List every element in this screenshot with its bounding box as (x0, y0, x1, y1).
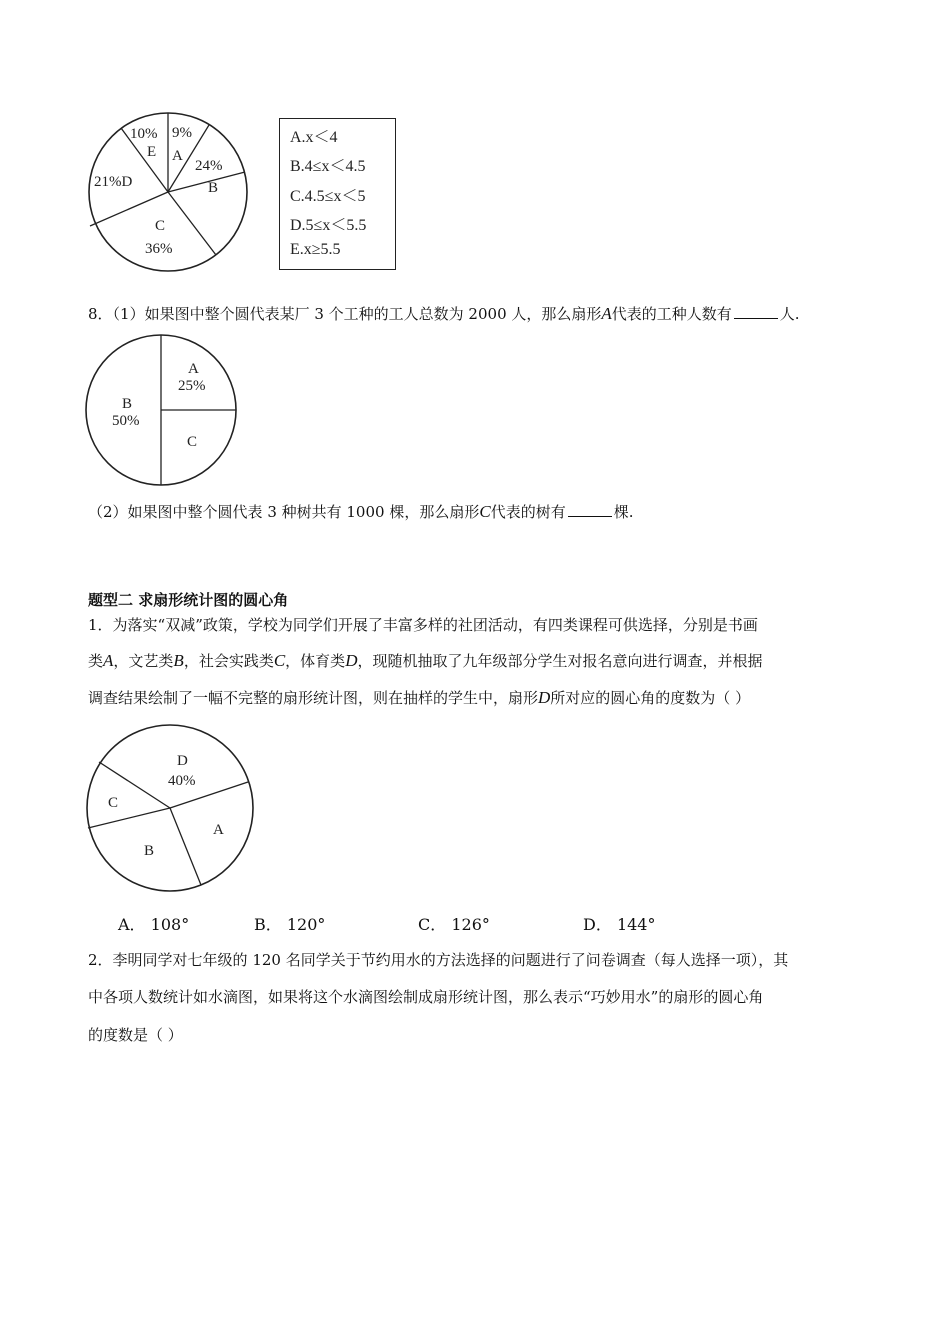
q2-line1: 2．李明同学对七年级的 120 名同学关于节约用水的方法选择的问题进行了问卷调查（每人选择一项），其 (88, 951, 789, 969)
pie1-c-pct: 36% (145, 241, 173, 257)
q1-line3 (88, 688, 750, 708)
legend-item: E.x≥5.5 (290, 241, 341, 258)
pie3-a-label: A (213, 822, 224, 838)
pie2-a-label: A (188, 361, 199, 377)
option-c[interactable] (418, 912, 490, 935)
q1-var: D (345, 651, 358, 670)
option-letter: D． (583, 915, 612, 934)
q8-part1-end: 人. (779, 305, 800, 323)
q1-var: D (538, 688, 551, 707)
pie-chart-2 (84, 332, 244, 492)
q2-line3: 的度数是（ ） (88, 1026, 183, 1044)
pie1-a-pct: 9% (172, 125, 192, 141)
q1-line2 (88, 651, 762, 671)
q2-line2: 中各项人数统计如水滴图，如果将这个水滴图绘制成扇形统计图，那么表示“巧妙用水”的扇形的圆心角 (88, 988, 764, 1006)
pie1-e-pct: 10% (130, 126, 158, 142)
q1-text: 类 (88, 652, 104, 670)
pie1-b-label: B (208, 180, 219, 196)
pie1-b-pct: 24% (195, 158, 223, 174)
q1-var: B (173, 651, 184, 670)
q8-var-c: C (479, 502, 491, 521)
q1-text: ，社会实践类 (183, 652, 274, 670)
answer-blank[interactable] (734, 304, 778, 319)
option-letter: B． (254, 915, 282, 934)
pie1-d-label: 21%D (94, 174, 133, 190)
pie2-a-pct: 25% (178, 378, 206, 394)
option-a[interactable] (118, 912, 189, 935)
legend-item: D.5≤x＜5.5 (290, 217, 367, 234)
q8-part2-text: （2）如果图中整个圆代表 3 种树共有 1000 棵，那么扇形 (88, 503, 480, 521)
option-letter: C． (418, 915, 447, 934)
option-value: 144° (616, 915, 656, 934)
section-title: 题型二 求扇形统计图的圆心角 (88, 591, 289, 609)
q1-text: ，体育类 (285, 652, 346, 670)
q8-part1-text: 8．（1）如果图中整个圆代表某厂 3 个工种的工人总数为 2000 人，那么扇形 (88, 305, 602, 323)
option-b[interactable] (254, 912, 325, 935)
q1-var: A (103, 651, 114, 670)
q8-var-a: A (601, 304, 612, 323)
pie-chart-1 (84, 108, 254, 278)
q1-text: 所对应的圆心角的度数为（ ） (550, 689, 751, 707)
q8-part1-text2: 代表的工种人数有 (611, 305, 732, 323)
pie2-c-label: C (187, 434, 198, 450)
pie1-legend (279, 118, 396, 270)
pie-chart-3 (84, 722, 259, 897)
pie1-a-label: A (172, 148, 183, 164)
answer-blank[interactable] (568, 502, 612, 517)
pie2-b-pct: 50% (112, 413, 140, 429)
q1-text: 调查结果绘制了一幅不完整的扇形统计图，则在抽样的学生中，扇形 (88, 689, 539, 707)
q8-part2-text2: 代表的树有 (490, 503, 566, 521)
pie3-c-label: C (108, 795, 119, 811)
q1-line1: 1．为落实“双减”政策，学校为同学们开展了丰富多样的社团活动，有四类课程可供选择，分别是书画 (88, 616, 758, 634)
pie1-c-label: C (155, 218, 166, 234)
q8-part2-end: 棵. (613, 503, 634, 521)
legend-item: A.x＜4 (290, 129, 338, 146)
option-letter: A． (118, 915, 146, 934)
pie2-b-label: B (122, 396, 133, 412)
option-value: 108° (150, 915, 190, 934)
q1-text: ，文艺类 (113, 652, 174, 670)
pie3-d-label: D (177, 753, 188, 769)
pie3-d-pct: 40% (168, 773, 196, 789)
option-value: 120° (286, 915, 326, 934)
option-value: 126° (451, 915, 490, 934)
legend-item: B.4≤x＜4.5 (290, 158, 366, 175)
q8-part1 (88, 304, 800, 324)
pie1-e-label: E (147, 144, 157, 160)
pie3-b-label: B (144, 843, 155, 859)
option-d[interactable] (583, 912, 655, 935)
q1-text: ，现随机抽取了九年级部分学生对报名意向进行调查，并根据 (357, 652, 763, 670)
q1-var: C (273, 651, 286, 670)
q8-part2 (88, 502, 633, 522)
legend-item: C.4.5≤x＜5 (290, 188, 366, 205)
